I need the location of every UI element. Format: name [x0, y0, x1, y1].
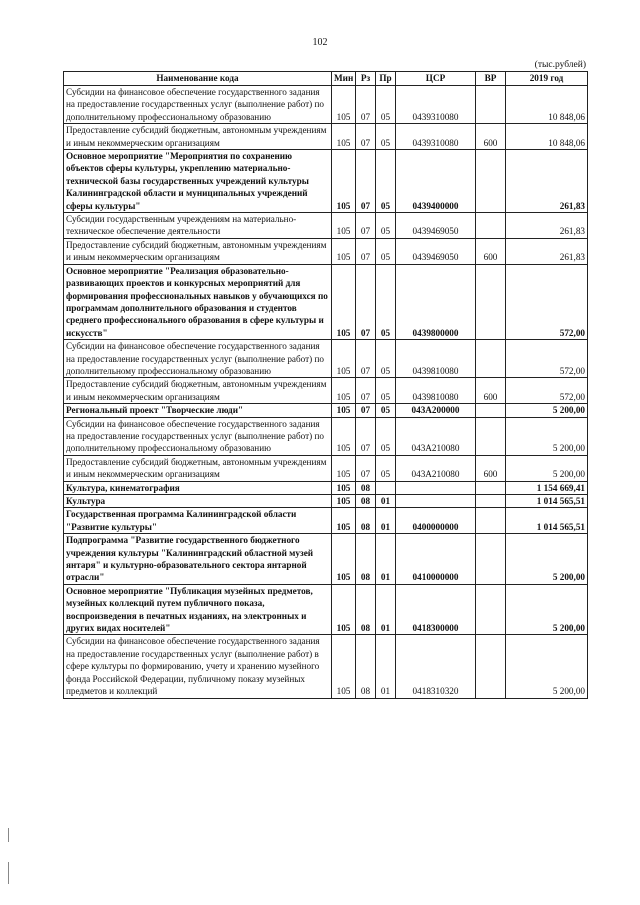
cell-pr: 05: [376, 238, 396, 264]
cell-min: 105: [332, 417, 356, 455]
table-row: [64, 378, 588, 404]
table-header-row: [64, 72, 588, 86]
cell-vr: 600: [476, 124, 506, 150]
cell-amount: 5 200,00: [506, 635, 588, 698]
cell-amount: 5 200,00: [506, 404, 588, 417]
cell-rz: 07: [356, 378, 376, 404]
table-row: [64, 584, 588, 635]
cell-min: 105: [332, 404, 356, 417]
table-row: [64, 404, 588, 417]
cell-pr: 05: [376, 404, 396, 417]
cell-name: Региональный проект "Творческие люди": [64, 404, 332, 417]
cell-min: 105: [332, 150, 356, 213]
table-row: [64, 86, 588, 124]
cell-pr: 05: [376, 264, 396, 339]
cell-amount: 5 200,00: [506, 455, 588, 481]
table-row: [64, 340, 588, 378]
cell-name: Основное мероприятие "Мероприятия по сохранению объектов сферы культуры, укреплению материально-технической базы государственных учреждений культуры Калининградской области и муниципальных учреждений сферы культуры": [64, 150, 332, 213]
cell-pr: 05: [376, 378, 396, 404]
cell-min: 105: [332, 340, 356, 378]
cell-vr: [476, 534, 506, 585]
cell-amount: 572,00: [506, 378, 588, 404]
cell-amount: 261,83: [506, 213, 588, 239]
cell-pr: 05: [376, 86, 396, 124]
cell-amount: 1 154 669,41: [506, 481, 588, 494]
cell-csr: 043А210080: [396, 417, 476, 455]
cell-amount: 10 848,06: [506, 86, 588, 124]
cell-min: 105: [332, 584, 356, 635]
cell-name: Субсидии на финансовое обеспечение государственного задания на предоставление государственных услуг (выполнение работ) по дополнительному профессиональному образованию: [64, 86, 332, 124]
cell-name: Культура, кинематография: [64, 481, 332, 494]
cell-amount: 261,83: [506, 238, 588, 264]
table-row: [64, 213, 588, 239]
cell-pr: 01: [376, 534, 396, 585]
cell-amount: 10 848,06: [506, 124, 588, 150]
cell-csr: 043А200000: [396, 404, 476, 417]
table-row: [64, 455, 588, 481]
cell-name: Субсидии государственным учреждениям на материально-техническое обеспечение деятельности: [64, 213, 332, 239]
cell-pr: 01: [376, 495, 396, 508]
cell-csr: 0418310320: [396, 635, 476, 698]
cell-name: Государственная программа Калининградской области "Развитие культуры": [64, 508, 332, 534]
cell-pr: 05: [376, 417, 396, 455]
table-row: [64, 481, 588, 494]
table-row: [64, 124, 588, 150]
cell-rz: 07: [356, 150, 376, 213]
cell-csr: [396, 481, 476, 494]
table-row: [64, 534, 588, 585]
cell-csr: 0439469050: [396, 213, 476, 239]
table-row: [64, 264, 588, 339]
cell-min: 105: [332, 264, 356, 339]
cell-min: 105: [332, 213, 356, 239]
cell-vr: [476, 481, 506, 494]
cell-rz: 08: [356, 534, 376, 585]
header-pr: Пр: [376, 72, 396, 86]
scan-mark: [8, 828, 9, 842]
cell-rz: 08: [356, 508, 376, 534]
cell-vr: [476, 86, 506, 124]
cell-name: Предоставление субсидий бюджетным, автономным учреждениям и иным некоммерческим организациям: [64, 378, 332, 404]
cell-name: Предоставление субсидий бюджетным, автономным учреждениям и иным некоммерческим организациям: [64, 238, 332, 264]
header-year: 2019 год: [506, 72, 588, 86]
units-label: (тыс.рублей): [534, 60, 586, 70]
cell-csr: 0439800000: [396, 264, 476, 339]
page-number: 102: [312, 37, 328, 48]
table-row: [64, 150, 588, 213]
table-row: [64, 495, 588, 508]
cell-name: Основное мероприятие "Реализация образовательно-развивающих проектов и конкурсных мероприятий для формирования профессиональных навыков у обучающихся по программам дополнительного образования и студентов среднего профессионального образования в сфере культуры и искусств": [64, 264, 332, 339]
table-body: [64, 86, 588, 699]
cell-csr: [396, 495, 476, 508]
cell-vr: [476, 264, 506, 339]
cell-name: Основное мероприятие "Публикация музейных предметов, музейных коллекций путем публичного показа, воспроизведения в печатных изданиях, на электронных и других видах носителей": [64, 584, 332, 635]
cell-rz: 07: [356, 417, 376, 455]
cell-amount: 5 200,00: [506, 417, 588, 455]
cell-min: 105: [332, 378, 356, 404]
cell-amount: 1 014 565,51: [506, 495, 588, 508]
cell-name: Субсидии на финансовое обеспечение государственного задания на предоставление государственных услуг (выполнение работ) по дополнительному профессиональному образованию: [64, 417, 332, 455]
cell-min: 105: [332, 495, 356, 508]
cell-vr: [476, 417, 506, 455]
cell-amount: 5 200,00: [506, 534, 588, 585]
cell-csr: 0439400000: [396, 150, 476, 213]
cell-vr: [476, 150, 506, 213]
cell-rz: 07: [356, 264, 376, 339]
table-row: [64, 238, 588, 264]
cell-csr: 0439310080: [396, 86, 476, 124]
cell-amount: 572,00: [506, 264, 588, 339]
cell-min: 105: [332, 635, 356, 698]
budget-table: [63, 71, 588, 699]
cell-vr: [476, 404, 506, 417]
cell-min: 105: [332, 86, 356, 124]
cell-vr: 600: [476, 378, 506, 404]
cell-csr: 043А210080: [396, 455, 476, 481]
cell-vr: [476, 213, 506, 239]
cell-rz: 07: [356, 86, 376, 124]
header-vr: ВР: [476, 72, 506, 86]
cell-min: 105: [332, 508, 356, 534]
cell-amount: 572,00: [506, 340, 588, 378]
cell-rz: 07: [356, 455, 376, 481]
cell-rz: 07: [356, 404, 376, 417]
cell-csr: 0439310080: [396, 124, 476, 150]
cell-name: Подпрограмма "Развитие государственного бюджетного учреждения культуры "Калининградский областной музей янтаря" и культурно-образовательного сектора янтарной отрасли": [64, 534, 332, 585]
cell-csr: 0439810080: [396, 340, 476, 378]
cell-min: 105: [332, 238, 356, 264]
cell-amount: 5 200,00: [506, 584, 588, 635]
cell-csr: 0400000000: [396, 508, 476, 534]
cell-vr: [476, 495, 506, 508]
cell-min: 105: [332, 455, 356, 481]
cell-vr: [476, 584, 506, 635]
cell-name: Предоставление субсидий бюджетным, автономным учреждениям и иным некоммерческим организациям: [64, 124, 332, 150]
cell-rz: 08: [356, 584, 376, 635]
cell-csr: 0418300000: [396, 584, 476, 635]
cell-name: Культура: [64, 495, 332, 508]
cell-vr: 600: [476, 238, 506, 264]
cell-min: 105: [332, 481, 356, 494]
cell-vr: [476, 635, 506, 698]
cell-rz: 07: [356, 213, 376, 239]
cell-rz: 08: [356, 495, 376, 508]
cell-pr: 01: [376, 584, 396, 635]
cell-pr: 05: [376, 150, 396, 213]
cell-pr: 05: [376, 213, 396, 239]
cell-rz: 07: [356, 340, 376, 378]
header-min: Мин: [332, 72, 356, 86]
header-rz: Рз: [356, 72, 376, 86]
cell-rz: 07: [356, 124, 376, 150]
cell-vr: [476, 508, 506, 534]
scan-mark: [8, 862, 9, 884]
cell-pr: [376, 481, 396, 494]
cell-pr: 05: [376, 455, 396, 481]
cell-min: 105: [332, 124, 356, 150]
table-row: [64, 635, 588, 698]
cell-min: 105: [332, 534, 356, 585]
header-csr: ЦСР: [396, 72, 476, 86]
cell-pr: 05: [376, 124, 396, 150]
cell-amount: 261,83: [506, 150, 588, 213]
cell-csr: 0439469050: [396, 238, 476, 264]
cell-csr: 0410000000: [396, 534, 476, 585]
cell-vr: 600: [476, 455, 506, 481]
cell-pr: 01: [376, 508, 396, 534]
cell-name: Предоставление субсидий бюджетным, автономным учреждениям и иным некоммерческим организациям: [64, 455, 332, 481]
cell-vr: [476, 340, 506, 378]
cell-pr: 01: [376, 635, 396, 698]
cell-pr: 05: [376, 340, 396, 378]
header-name: Наименование кода: [64, 72, 332, 86]
cell-rz: 08: [356, 635, 376, 698]
table-row: [64, 417, 588, 455]
cell-name: Субсидии на финансовое обеспечение государственного задания на предоставление государственных услуг (выполнение работ) по дополнительному профессиональному образованию: [64, 340, 332, 378]
cell-rz: 07: [356, 238, 376, 264]
cell-rz: 08: [356, 481, 376, 494]
cell-name: Субсидии на финансовое обеспечение государственного задания на предоставление государственных услуг (выполнение работ) в сфере культуры по формированию, учету и хранению музейного фонда Российской Федерации, публичному показу музейных предметов и коллекций: [64, 635, 332, 698]
table-row: [64, 508, 588, 534]
cell-csr: 0439810080: [396, 378, 476, 404]
cell-amount: 1 014 565,51: [506, 508, 588, 534]
